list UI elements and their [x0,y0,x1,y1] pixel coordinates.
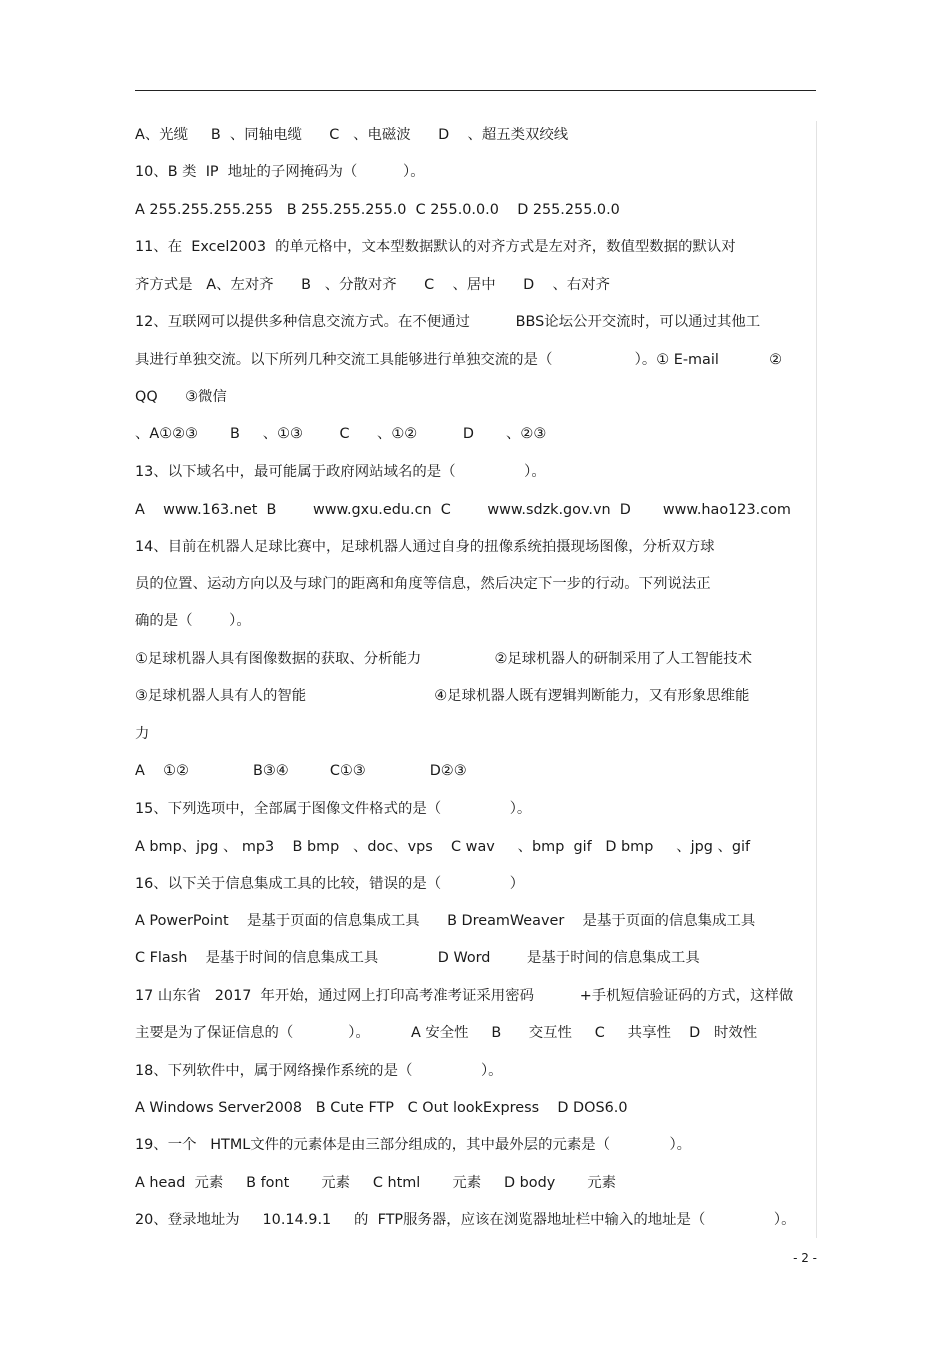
text-line: A www.163.net B www.gxu.edu.cn C www.sdzk.gov.vn D www.hao123.com [135,502,791,518]
text-line: A Windows Server2008 B Cute FTP C Out lookExpress D DOS6.0 [135,1100,628,1116]
text-line: QQ ③微信 [135,389,227,405]
text-line: 确的是（ ）。 [135,613,251,629]
text-line: ③足球机器人具有人的智能 ④足球机器人既有逻辑判断能力，又有形象思维能 [135,688,750,704]
text-line: 16、以下关于信息集成工具的比较，错误的是（ ） [135,876,525,892]
text-line: 20、登录地址为 10.14.9.1 的 FTP服务器，应该在浏览器地址栏中输入的地址是（ ）。 [135,1212,796,1228]
text-line: 18、下列软件中，属于网络操作系统的是（ ）。 [135,1063,503,1079]
text-line: ①足球机器人具有图像数据的获取、分析能力 ②足球机器人的研制采用了人工智能技术 [135,651,753,667]
text-line: C Flash 是基于时间的信息集成工具 D Word 是基于时间的信息集成工具 [135,950,700,966]
text-line: 、A①②③ B 、①③ C 、①② D 、②③ [135,426,547,442]
text-line: A、光缆 B 、同轴电缆 C 、电磁波 D 、超五类双绞线 [135,127,569,143]
right-margin-rule [816,121,817,1238]
text-line: 主要是为了保证信息的（ ）。 A 安全性 B 交互性 C 共享性 D 时效性 [135,1025,758,1041]
text-line: 15、下列选项中，全部属于图像文件格式的是（ ）。 [135,801,532,817]
text-line: A bmp、jpg 、 mp3 B bmp 、doc、vps C wav 、bmp gif D bmp 、jpg 、gif [135,839,751,855]
header-rule [135,90,816,91]
text-line: A head 元素 B font 元素 C html 元素 D body 元素 [135,1175,617,1191]
text-line: 13、以下域名中，最可能属于政府网站域名的是（ ）。 [135,464,546,480]
text-line: A PowerPoint 是基于页面的信息集成工具 B DreamWeaver 是基于页面的信息集成工具 [135,913,756,929]
text-line: 具进行单独交流。以下所列几种交流工具能够进行单独交流的是（ ）。① E-mail ② [135,352,783,368]
text-line: 力 [135,726,150,742]
text-line: A ①② B③④ C①③ D②③ [135,763,467,779]
text-line: 12、互联网可以提供多种信息交流方式。在不便通过 BBS论坛公开交流时，可以通过其他工 [135,314,761,330]
text-line: A 255.255.255.255 B 255.255.255.0 C 255.0.0.0 D 255.255.0.0 [135,202,620,218]
text-line: 19、一个 HTML文件的元素体是由三部分组成的，其中最外层的元素是（ ）。 [135,1137,692,1153]
text-line: 14、目前在机器人足球比赛中，足球机器人通过自身的扭像系统拍摄现场图像，分析双方球 [135,539,715,555]
text-line: 11、在 Excel2003 的单元格中，文本型数据默认的对齐方式是左对齐，数值型数据的默认对 [135,239,736,255]
text-line: 10、B 类 IP 地址的子网掩码为（ ）。 [135,164,425,180]
text-line: 齐方式是 A、左对齐 B 、分散对齐 C 、居中 D 、右对齐 [135,277,611,293]
text-line: 员的位置、运动方向以及与球门的距离和角度等信息，然后决定下一步的行动。下列说法正 [135,576,711,592]
text-line: 17 山东省 2017 年开始，通过网上打印高考准考证采用密码 +手机短信验证码的方式，这样做 [135,988,794,1004]
page-number: - 2 - [793,1251,817,1265]
